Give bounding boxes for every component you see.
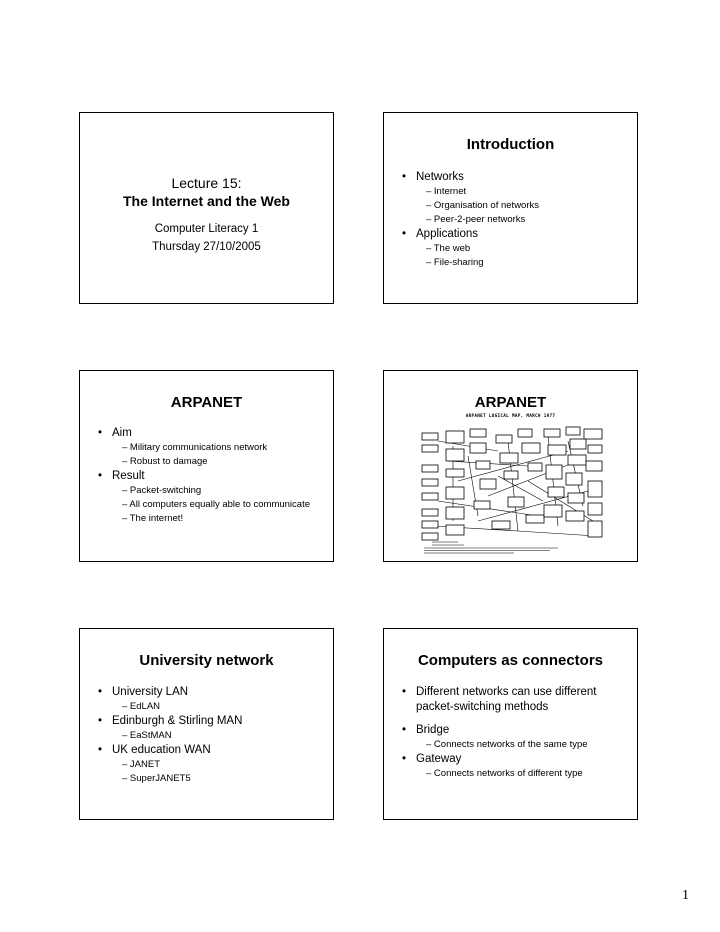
list-item: – Peer-2-peer networks xyxy=(426,214,526,225)
list-item: • Applications xyxy=(402,227,539,242)
list-item: • Aim xyxy=(98,426,310,441)
slide-heading: University network xyxy=(139,652,274,669)
slide-university-network xyxy=(79,628,334,820)
slide-arpanet-map xyxy=(383,370,638,562)
list-spacer xyxy=(402,715,596,723)
arpanet-map-diagram xyxy=(418,421,606,555)
lecture-date: Thursday 27/10/2005 xyxy=(152,241,261,253)
list-item: • Result xyxy=(98,469,310,484)
list-item: – Connects networks of the same type xyxy=(426,739,588,750)
lecture-number: Lecture 15: xyxy=(171,175,242,191)
map-caption: ARPANET LOGICAL MAP, MARCH 1977 xyxy=(465,414,556,419)
list-item-continued: packet-switching methods xyxy=(416,701,549,713)
lecture-title: The Internet and the Web xyxy=(123,193,290,209)
list-item: – File-sharing xyxy=(426,257,484,268)
slide-introduction xyxy=(383,112,638,304)
list-item: • University LAN xyxy=(98,685,242,700)
page-number: 1 xyxy=(682,888,689,903)
slide-heading: Computers as connectors xyxy=(417,652,604,669)
slide-heading: Introduction xyxy=(466,136,555,153)
slide-computers-as-connectors xyxy=(383,628,638,820)
list-item: – All computers equally able to communicate xyxy=(122,499,310,510)
slide-arpanet-text xyxy=(79,370,334,562)
list-item: • Gateway xyxy=(402,752,596,767)
list-item: • UK education WAN xyxy=(98,743,242,758)
list-item: • Networks xyxy=(402,170,539,185)
list-item: – JANET xyxy=(122,759,161,770)
list-item: – EdLAN xyxy=(122,701,161,712)
list-item: – EaStMAN xyxy=(122,730,172,741)
list-item: • Bridge xyxy=(402,723,596,738)
bullet-list xyxy=(98,426,310,526)
list-item: • Edinburgh & Stirling MAN xyxy=(98,714,242,729)
list-item: – The internet! xyxy=(122,513,184,524)
list-item: – Packet-switching xyxy=(122,485,202,496)
list-item: – Connects networks of different type xyxy=(426,768,583,779)
course-name: Computer Literacy 1 xyxy=(154,223,259,235)
list-item: – Organisation of networks xyxy=(426,200,540,211)
bullet-list xyxy=(402,170,539,270)
slide-heading: ARPANET xyxy=(474,394,547,411)
slide-heading: ARPANET xyxy=(170,394,243,411)
slide-title xyxy=(79,112,334,304)
list-item: – Robust to damage xyxy=(122,456,208,467)
list-item: – Military communications network xyxy=(122,442,268,453)
list-item: – The web xyxy=(426,243,471,254)
list-item: – SuperJANET5 xyxy=(122,773,191,784)
bullet-list xyxy=(98,685,242,786)
list-item: – Internet xyxy=(426,186,467,197)
bullet-list xyxy=(402,685,596,781)
list-item: • Different networks can use different xyxy=(402,685,596,700)
